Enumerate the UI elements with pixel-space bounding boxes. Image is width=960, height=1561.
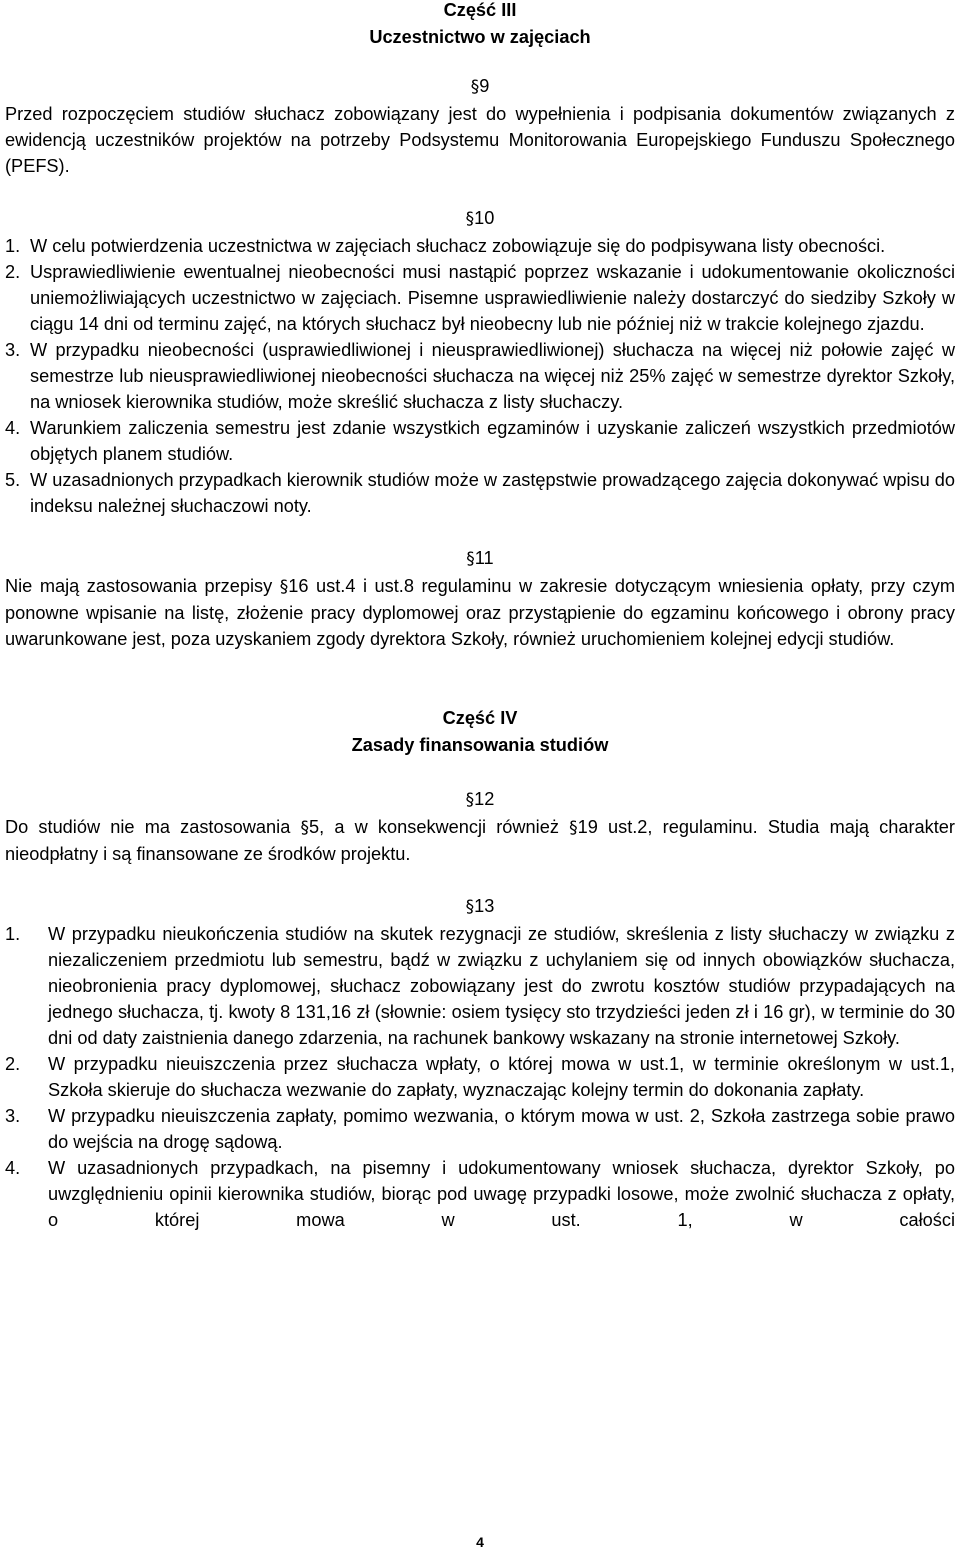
item-number: 3. — [5, 1106, 21, 1126]
paragraph-sign-icon: § — [279, 577, 289, 597]
item-number: 3. — [5, 340, 21, 360]
paragraph-sign-icon: § — [470, 77, 480, 97]
paragraph-sign-icon: § — [465, 897, 475, 917]
list-item — [5, 233, 955, 259]
section-11-heading — [5, 545, 955, 573]
section-10-heading — [5, 205, 955, 233]
item-text: Warunkiem zaliczenia semestru jest zdanie wszystkich egzaminów i uzyskanie zaliczeń wszystkich przedmiotów objętych planem studiów. — [30, 418, 955, 464]
part4-title: Część IV — [442, 708, 518, 728]
item-number: 4. — [5, 418, 21, 438]
section-number: 10 — [474, 208, 495, 228]
part3-title: Część III — [443, 0, 517, 20]
list-item — [5, 337, 955, 415]
text-segment: 5, a w konsekwencji również — [309, 817, 570, 837]
item-text: W przypadku nieuiszczenia przez słuchacza wpłaty, o której mowa w ust.1, w terminie określonym w ust.1, Szkoła skieruje do słuchacza wezwanie do zapłaty, wyznaczając kolejny termin do dokonania zapłaty. — [48, 1054, 955, 1100]
list-item — [5, 921, 955, 1051]
section-number: 13 — [474, 896, 495, 916]
paragraph-sign-icon: § — [465, 209, 475, 229]
text-segment: 19 ust.2, regulaminu. Studia mają charakter nieodpłatny i są finansowane ze środków projektu. — [5, 817, 955, 864]
list-item — [5, 1051, 955, 1103]
section-11-text — [5, 573, 955, 652]
page-number: 4 — [476, 1534, 484, 1550]
list-item — [5, 1155, 955, 1233]
item-number: 1. — [5, 924, 21, 944]
item-text: W uzasadnionych przypadkach kierownik studiów może w zastępstwie prowadzącego zajęcia dokonywać wpisu do indeksu należnej słuchaczowi noty. — [30, 470, 955, 516]
text-segment: Nie mają zastosowania przepisy — [5, 576, 280, 596]
list-item — [5, 259, 955, 337]
item-text: W celu potwierdzenia uczestnictwa w zajęciach słuchacz zobowiązuje się do podpisywana listy obecności. — [30, 236, 886, 256]
section-9-heading — [5, 73, 955, 101]
item-number: 5. — [5, 470, 21, 490]
text-segment: 16 ust.4 i ust.8 regulaminu w zakresie dotyczącym wniesienia opłaty, przy czym ponowne wpisanie na listę, złożenie pracy dyplomowej oraz przystąpienie do egzaminu końcowego i obrony pracy uwarunkowane jest, poza uzyskaniem zgody dyrektora Szkoły, również uruchomieniem kolejnej edycji studiów. — [5, 576, 955, 649]
item-number: 4. — [5, 1158, 21, 1178]
list-item — [5, 415, 955, 467]
section-9-text: Przed rozpoczęciem studiów słuchacz zobowiązany jest do wypełnienia i podpisania dokumentów związanych z ewidencją uczestników projektów na potrzeby Podsystemu Monitorowania Europejskiego Funduszu Społecznego (PEFS). — [5, 104, 955, 176]
section-13-list — [5, 921, 955, 1233]
list-item — [5, 1103, 955, 1155]
section-12-heading — [5, 786, 955, 814]
item-text: W przypadku nieobecności (usprawiedliwionej i nieusprawiedliwionej) słuchacza na więcej niż połowie zajęć w semestrze lub nieusprawiedliwionej nieobecności słuchacza na więcej niż 25% zajęć w semestrze dyrektor Szkoły, na wniosek kierownika studiów, może skreślić słuchacza z listy słuchaczy. — [30, 340, 955, 412]
item-number: 1. — [5, 236, 21, 256]
section-number: 9 — [479, 76, 490, 96]
section-10-list — [5, 233, 955, 519]
item-text: W przypadku nieukończenia studiów na skutek rezygnacji ze studiów, skreślenia z listy słuchaczy w związku z niezaliczeniem przedmiotu lub semestru, bądź w związku z uchylaniem się od innych obowiązków słuchacza, nieobronienia pracy dyplomowej, słuchacz zobowiązany jest do zwrotu kosztów studiów przypadających na jednego słuchacza, tj. kwoty 8 131,16 zł (słownie: osiem tysięcy sto trzydzieści jeden zł i 16 gr), w terminie do 30 dni od daty zaistnienia danego zdarzenia, na rachunek bankowy wskazany na stronie internetowej Szkoły. — [48, 924, 955, 1048]
section-13-heading — [5, 893, 955, 921]
document-body — [5, 0, 955, 1233]
list-item — [5, 467, 955, 519]
section-number: 11 — [474, 548, 494, 568]
text-segment: Do studiów nie ma zastosowania — [5, 817, 301, 837]
item-text: Usprawiedliwienie ewentualnej nieobecności musi nastąpić poprzez wskazanie i udokumentowanie okoliczności uniemożliwiających uczestnictwo w zajęciach. Pisemne usprawiedliwienie należy dostarczyć do siedziby Szkoły w ciągu 14 dni od terminu zajęć, na których słuchacz był nieobecny lub nie później niż w trakcie kolejnego zjazdu. — [30, 262, 955, 334]
item-text: W przypadku nieuiszczenia zapłaty, pomimo wezwania, o którym mowa w ust. 2, Szkoła zastrzega sobie prawo do wejścia na drogę sądową. — [48, 1106, 955, 1152]
paragraph-sign-icon: § — [569, 818, 578, 838]
paragraph-sign-icon: § — [466, 549, 475, 569]
paragraph-sign-icon: § — [300, 818, 309, 838]
part3-subtitle: Uczestnictwo w zajęciach — [369, 27, 591, 47]
section-12-text — [5, 814, 955, 867]
part4-subtitle: Zasady finansowania studiów — [351, 735, 609, 755]
section-number: 12 — [474, 789, 495, 809]
item-number: 2. — [5, 262, 21, 282]
paragraph-sign-icon: § — [465, 790, 475, 810]
item-number: 2. — [5, 1054, 21, 1074]
item-text: W uzasadnionych przypadkach, na pisemny i udokumentowany wniosek słuchacza, dyrektor Szkoły, po uwzględnieniu opinii kierownika studiów, biorąc pod uwagę przypadki losowe, może zwolnić słuchacza z opłaty, o której mowa w ust. 1, w całości — [48, 1158, 955, 1230]
